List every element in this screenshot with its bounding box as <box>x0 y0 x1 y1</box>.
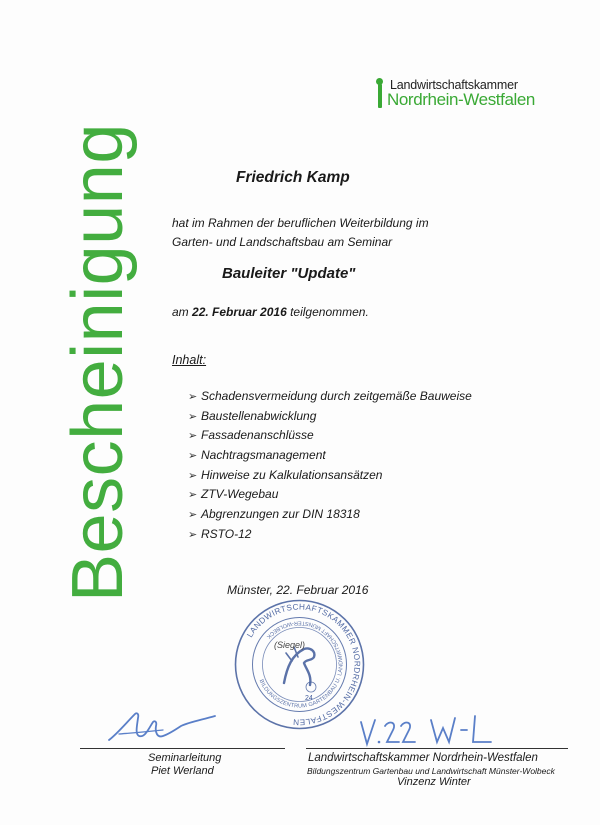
seminar-title: Bauleiter "Update" <box>222 265 356 282</box>
arrow-bullet-icon: ➢ <box>188 450 198 463</box>
list-item-text: Baustellenabwicklung <box>201 408 317 423</box>
seal-outer-text: LANDWIRTSCHAFTSKAMMER NORDRHEIN-WESTFALEN <box>245 602 362 727</box>
arrow-bullet-icon: ➢ <box>188 469 198 482</box>
list-item <box>188 505 472 525</box>
list-item <box>188 387 472 407</box>
attendance-date: 22. Februar 2016 <box>192 305 287 319</box>
arrow-bullet-icon: ➢ <box>188 528 198 541</box>
list-item-text: Fassadenanschlüsse <box>201 428 314 443</box>
signer-right-sub: Bildungszentrum Gartenbau und Landwirtschaft Münster-Wolbeck <box>307 766 555 776</box>
logo-bar-icon <box>378 84 382 108</box>
list-item <box>188 407 472 427</box>
list-item <box>188 426 472 446</box>
arrow-bullet-icon: ➢ <box>188 509 198 522</box>
seal-inner-text: BILDUNGSZENTRUM GARTENBAU U. LANDWIRTSCHAFT MÜNSTER-WOLBECK <box>257 619 345 710</box>
content-heading: Inhalt: <box>172 353 207 367</box>
arrow-bullet-icon: ➢ <box>188 430 198 443</box>
signature-line-left <box>80 748 285 749</box>
logo-line-2: Nordrhein-Westfalen <box>387 90 535 109</box>
content-list <box>188 387 472 545</box>
intro-line-2: Garten- und Landschaftsbau am Seminar <box>172 235 393 249</box>
list-item <box>188 446 472 466</box>
list-item <box>188 525 472 545</box>
signer-right-name: Vinzenz Winter <box>397 776 471 788</box>
signer-left-role: Seminarleitung <box>148 752 222 764</box>
logo-line-1: Landwirtschaftskammer <box>390 78 518 92</box>
arrow-bullet-icon: ➢ <box>188 489 198 502</box>
intro-line-1: hat im Rahmen der beruflichen Weiterbildung im <box>172 216 429 230</box>
arrow-bullet-icon: ➢ <box>188 410 198 423</box>
seal-label: (Siegel) <box>274 640 306 650</box>
attendance-line <box>172 305 369 319</box>
seal-number: 24 <box>305 695 313 702</box>
signature-right <box>357 712 497 752</box>
signer-right-org: Landwirtschaftskammer Nordrhein-Westfalen <box>308 752 538 764</box>
seal-horse-emblem <box>284 647 314 685</box>
list-item <box>188 466 472 486</box>
attendance-suffix: teilgenommen. <box>290 305 369 319</box>
list-item-text: Schadensvermeidung durch zeitgemäße Bauweise <box>201 389 472 403</box>
list-item-text: Abgrenzungen zur DIN 18318 <box>201 507 360 522</box>
certificate-title: Bescheinigung <box>58 123 138 602</box>
list-item <box>188 485 472 505</box>
list-item-text: ZTV-Wegebau <box>201 487 279 502</box>
attendance-prefix: am <box>172 305 189 319</box>
signer-left-name: Piet Werland <box>151 765 214 777</box>
lwk-nrw-logo <box>378 78 558 112</box>
list-item-text: Nachtragsmanagement <box>201 448 326 463</box>
list-item-text: Hinweise zu Kalkulationsansätzen <box>201 467 383 482</box>
official-seal <box>232 597 367 732</box>
arrow-bullet-icon: ➢ <box>188 391 198 403</box>
intro-text <box>172 214 429 252</box>
list-item-text: RSTO-12 <box>201 526 252 541</box>
signature-left <box>105 700 220 750</box>
signature-line-right <box>306 748 568 749</box>
place-date: Münster, 22. Februar 2016 <box>227 583 369 597</box>
recipient-name: Friedrich Kamp <box>236 169 350 186</box>
